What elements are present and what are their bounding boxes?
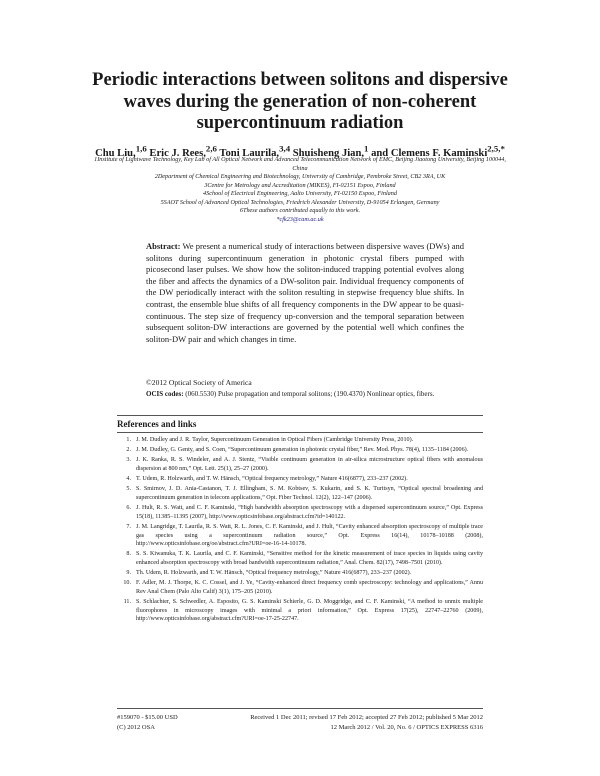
affiliation-item: 4School of Electrical Engineering, Aalto University, FI-02150 Espoo, Finland xyxy=(203,190,397,197)
abstract xyxy=(146,241,464,345)
affiliation-item: 6These authors contributed equally to this work. xyxy=(239,207,361,214)
divider xyxy=(117,432,483,433)
affiliation-item: 5SAOT School of Advanced Optical Technologies, Friedrich Alexander University, D-91054 Erlangen, Germany xyxy=(160,198,440,206)
reference-number: 5. xyxy=(126,486,131,493)
reference-item xyxy=(117,598,483,624)
article-id: #159070 - $15.00 USD xyxy=(117,714,178,721)
reference-number: 3. xyxy=(126,457,131,464)
reference-text: Th. Udem, R. Holzwarth, and T. W. Hänsch, “Optical frequency metrology,” Nature 416(6877), 233–237 (2002). xyxy=(136,570,412,577)
reference-text: J. M. Langridge, T. Laurila, R. S. Watt, R. L. Jones, C. F. Kaminski, and J. Hult, “Cavity enhanced absorption spectroscopy of multiple trace gas species using a supercontinuum radiation source,” Opt. Express 16(14), 10178–10188 (2008), http://www.opticsinfobase.org/oe/abstract.cfm?URI=oe-16-14-10178. xyxy=(136,523,483,548)
reference-text: F. Adler, M. J. Thorpe, K. C. Cossel, and J. Ye, “Cavity-enhanced direct frequency comb spectroscopy: technology and applications,” Annu Rev Anal Chem (Palo Alto Calif) 3(1), 175–205 (2010). xyxy=(136,580,483,595)
reference-item xyxy=(117,436,483,445)
affiliation-list xyxy=(92,156,508,224)
reference-item xyxy=(117,550,483,567)
reference-number: 7. xyxy=(126,523,131,530)
footer-left xyxy=(117,713,178,732)
abstract-label: Abstract: xyxy=(146,241,181,251)
reference-item xyxy=(117,504,483,521)
reference-item xyxy=(117,456,483,473)
reference-text: S. S. Kiwanuka, T. K. Laurila, and C. F. Kaminski, “Sensitive method for the kinetic measurement of trace species in liquids using cavity enhanced absorption spectroscopy with broad bandwidth supercontinuum radiation,” Anal. Chem. 82(17), 7498–7501 (2010). xyxy=(136,551,483,566)
footer-right xyxy=(200,713,483,732)
publication-history: Received 1 Dec 2011; revised 17 Feb 2012; accepted 27 Feb 2012; published 5 Mar 2012 xyxy=(250,714,483,721)
ocis-codes xyxy=(146,390,464,400)
reference-text: S. Smirnov, J. D. Ania-Castanon, T. J. Ellingham, S. M. Kobtsev, S. Kukarin, and S. K. Turitsyn, “Optical spectral broadening and supercontinuum generation in telecom applications,” Opt. Fiber Technol. 12(2), 122–147 (2006). xyxy=(136,486,483,501)
abstract-text: We present a numerical study of interactions between dispersive waves (DWs) and solitons during supercontinuum generation in photonic crystal fibers pumped with picosecond laser pulses. We show how the soliton-induced trapping potential evolves along the fiber and affects the dynamics of a DW-soliton pair. Individual frequency components of the DW periodically interact with the soliton resulting in stepwise frequency blue shifts. In contrast, the ensemble blue shifts of all frequency components in the DW appear to be quasi-continuous. The step size of frequency up-conversion and the temporal separation between subsequent soliton-DW interactions are governed by the potential well which confines the soliton-DW pair and which changes in time. xyxy=(146,241,464,344)
contact-email[interactable]: *cfk23@cam.ac.uk xyxy=(276,215,324,223)
reference-list xyxy=(117,436,483,625)
ocis-label: OCIS codes: xyxy=(146,390,184,398)
paper-title: Periodic interactions between solitons and dispersive waves during the generation of non-coherent supercontinuum radiation xyxy=(92,70,508,133)
reference-number: 4. xyxy=(126,476,131,483)
divider xyxy=(117,708,483,709)
affiliation-item: 3Centre for Metrology and Accreditation (MIKES), FI-02151 Espoo, Finland xyxy=(204,181,396,189)
copyright-notice: ©2012 Optical Society of America xyxy=(146,378,252,387)
reference-text: J. K. Ranka, R. S. Windeler, and A. J. Stentz, “Visible continuum generation in air-silica microstructure optical fibers with anomalous dispersion at 800 nm,” Opt. Lett. 25(1), 25–27 (2000). xyxy=(136,457,483,472)
reference-number: 8. xyxy=(126,551,131,558)
reference-number: 2. xyxy=(126,447,131,454)
divider xyxy=(117,415,483,416)
author-text: Chu Liu,$^{1,6}$ Eric J. Rees,$^{2,6}$ Toni Laurila,$^{3,4}$ Shuisheng Jian,$^1$ and Clemens F. Kaminski$^{2,5,*}$ xyxy=(95,143,505,159)
reference-item xyxy=(117,569,483,578)
journal-citation: 12 March 2012 / Vol. 20, No. 6 / OPTICS EXPRESS 6316 xyxy=(330,723,483,731)
reference-text: T. Udem, R. Holzwarth, and T. W. Hänsch, “Optical frequency metrology,” Nature 416(6877), 233–237 (2002). xyxy=(136,476,408,483)
reference-text: J. M. Dudley and J. R. Taylor, Supercontinuum Generation in Optical Fibers (Cambridge University Press, 2010). xyxy=(136,437,414,443)
publisher-copyright: (C) 2012 OSA xyxy=(117,723,155,731)
reference-number: 1. xyxy=(126,437,131,443)
reference-item xyxy=(117,475,483,484)
reference-text: J. M. Dudley, G. Genty, and S. Coen, “Supercontinuum generation in photonic crystal fiber,” Rev. Mod. Phys. 78(4), 1135–1184 (2006). xyxy=(136,447,469,454)
reference-number: 6. xyxy=(126,505,131,512)
reference-item xyxy=(117,579,483,596)
reference-number: 9. xyxy=(126,570,131,577)
affiliation-item: 2Department of Chemical Engineering and Biotechnology, University of Cambridge, Pembroke Street, CB2 3RA, UK xyxy=(154,173,446,180)
reference-item xyxy=(117,485,483,502)
ocis-text: (060.5530) Pulse propagation and temporal solitons; (190.4370) Nonlinear optics, fibers. xyxy=(185,390,435,398)
reference-text: J. Hult, R. S. Watt, and C. F. Kaminski, “High bandwidth absorption spectroscopy with a dispersed supercontinuum source,” Opt. Express 15(18), 11385–11395 (2007), http://www.opticsinfobase.org/abstract.cfm?id=140122. xyxy=(136,505,483,520)
references-heading: References and links xyxy=(117,419,197,429)
reference-item xyxy=(117,523,483,549)
reference-item xyxy=(117,446,483,455)
affiliation-item: 1Institute of Lightwave Technology, Key Lab of All Optical Network and Advanced Telecommunication Network of EMC, Beijing Jiaotong University, Beijing 100044, China xyxy=(94,156,506,172)
reference-number: 10. xyxy=(123,580,131,587)
reference-number: 11. xyxy=(123,599,131,606)
reference-text: S. Schlachter, S. Schwedler, A. Esposito, G. S. Kaminski Schierle, G. D. Moggridge, and C. F. Kaminski, “A method to unmix multiple fluorophores in microscopy images with minimal a priori information,” Opt. Express 17(25), 22747–22760 (2009), http://www.opticsinfobase.org/abstract.cfm?URI=oe-17-25-22747. xyxy=(136,599,483,623)
